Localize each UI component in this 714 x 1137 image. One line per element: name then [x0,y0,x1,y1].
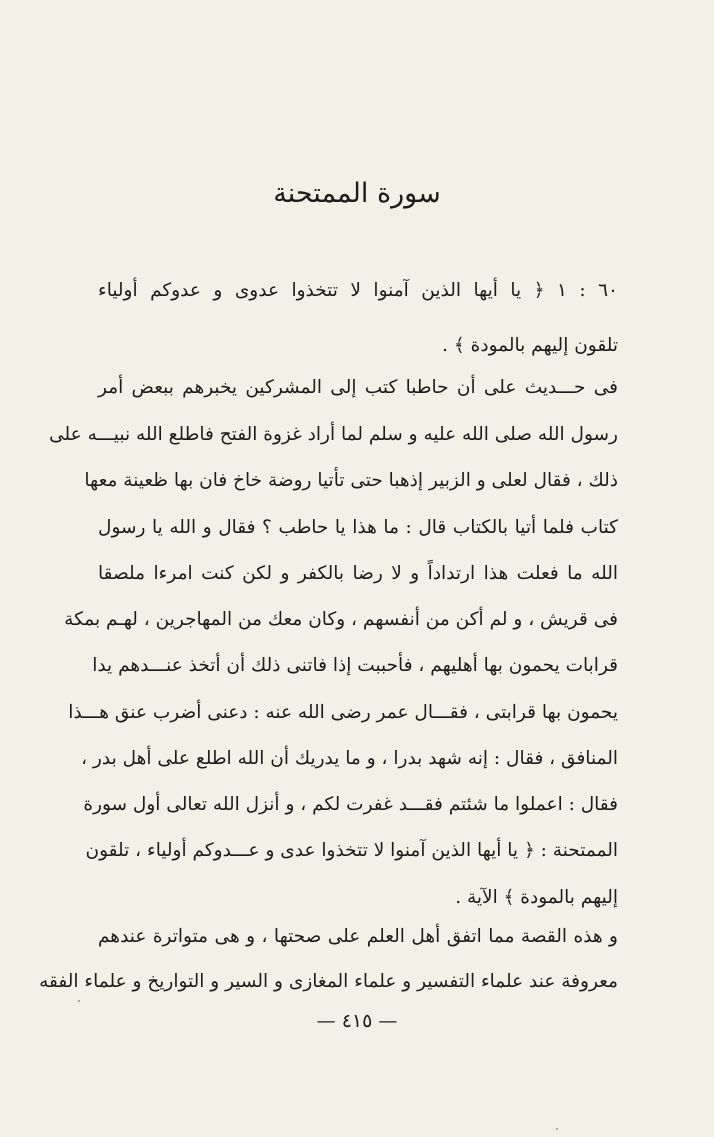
paper-speck [78,1000,80,1002]
text-line: رسول الله صلى الله عليه و سلم لما أراد غزوة الفتح فاطلع الله نبيـــه على [49,424,618,445]
text-line: الله ما فعلت هذا ارتداداً و لا رضا بالكفر و لكن كنت امرءا ملصقا [98,563,618,584]
text-line: قرابات يحمون بها أهليهم ، فأحببت إذا فاتنى ذلك أن أتخذ عنـــدهم يدا [92,655,618,676]
page-title: سورة الممتحنة [273,178,441,209]
text-line: فقال : اعملوا ما شئتم فقـــد غفرت لكم ، و أنزل الله تعالى أول سورة [83,794,618,815]
text-line: فى قريش ، و لم أكن من أنفسهم ، وكان معك من المهاجرين ، لهـم بمكة [64,609,618,630]
text-line: فى حـــديث على أن حاطبا كتب إلى المشركين يخبرهم ببعض أمر [98,377,618,398]
page-number: — ٤١٥ — [316,1010,398,1032]
text-line: و هذه القصة مما اتفق أهل العلم على صحتها ، و هى متواترة عندهم [98,926,618,947]
text-line: ذلك ، فقال لعلى و الزبير إذهبا حتى تأتيا روضة خاخ فان بها ظعينة معها [84,470,618,491]
text-line: معروفة عند علماء التفسير و علماء المغازى و السير و التواريخ و علماء الفقه [39,971,618,992]
text-line: يحمون بها قرابتى ، فقـــال عمر رضى الله عنه : دعنى أضرب عنق هـــذا [68,702,618,723]
text-line: المنافق ، فقال : إنه شهد بدرا ، و ما يدريك أن الله اطلع على أهل بدر ، [81,748,618,769]
paper-speck [556,1128,558,1130]
text-line: إليهم بالمودة ﴾ الآية . [455,887,618,908]
text-line: ٦٠ : ١ ﴿ يا أيها الذين آمنوا لا تتخذوا عدوى و عدوكم أولياء [98,280,618,301]
text-line: الممتحنة : ﴿ يا أيها الذين آمنوا لا تتخذوا عدى و عـــدوكم أولياء ، تلقون [85,840,618,861]
text-line: تلقون إليهم بالمودة ﴾ . [442,335,618,356]
text-line: كتاب فلما أتيا بالكتاب قال : ما هذا يا حاطب ؟ فقال و الله يا رسول [98,517,618,538]
